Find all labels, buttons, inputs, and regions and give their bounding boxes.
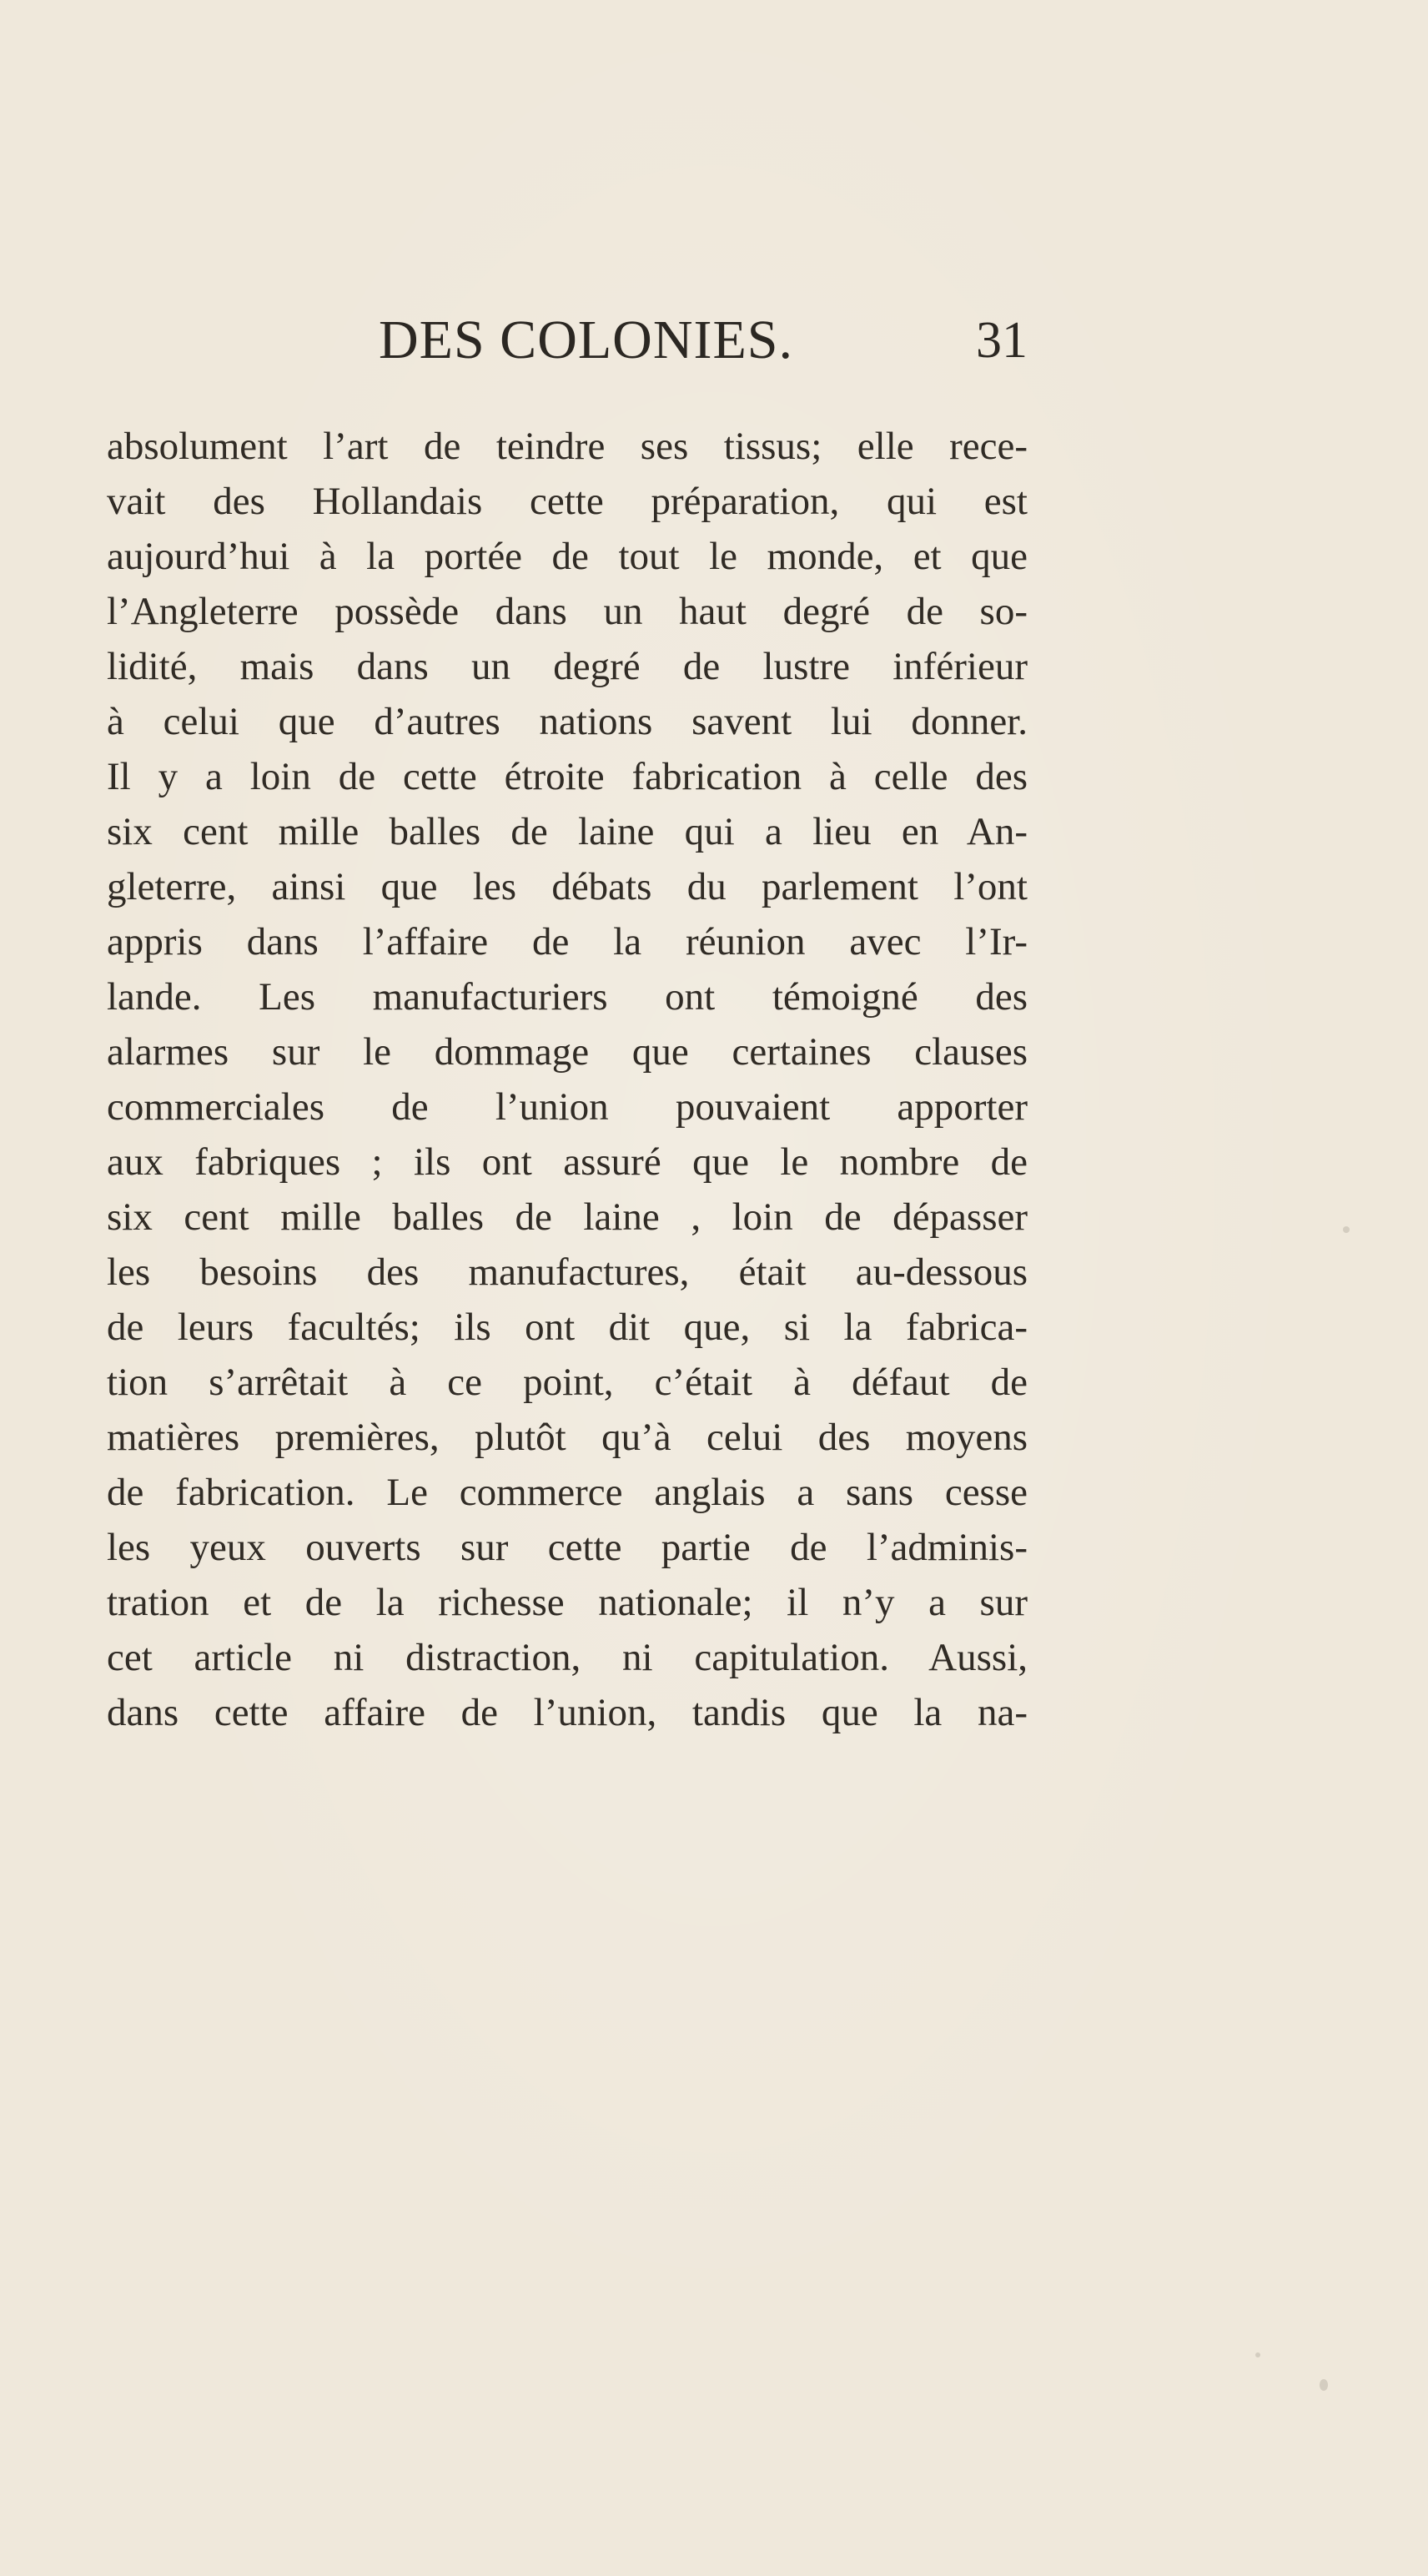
body-text [107,419,1028,1740]
text-line-3: aujourd’hui à la portée de tout le monde, et que [107,535,1028,578]
text-line-17: de leurs facultés; ils ont dit que, si la fabrica- [107,1306,1028,1349]
text-line-9: gleterre, ainsi que les débats du parlement l’ont [107,865,1028,908]
text-line-4: l’Angleterre possède dans un haut degré de so- [107,590,1028,633]
running-title: DES COLONIES. [379,309,794,370]
text-line-24: dans cette affaire de l’union, tandis que la na- [107,1691,1028,1734]
text-line-8: six cent mille balles de laine qui a lieu en An- [107,810,1028,853]
text-line-13: commerciales de l’union pouvaient apporter [107,1085,1028,1129]
text-line-1: absolument l’art de teindre ses tissus; elle rece- [107,425,1028,468]
text-line-10: appris dans l’affaire de la réunion avec l’Ir- [107,920,1028,963]
text-line-21: les yeux ouverts sur cette partie de l’adminis- [107,1526,1028,1569]
paper-speck [1343,1226,1350,1233]
text-line-23: cet article ni distraction, ni capitulation. Aussi, [107,1636,1028,1679]
paper-speck [1320,2379,1328,2391]
paper-speck [1255,2352,1260,2357]
page-header [107,307,1028,374]
text-line-16: les besoins des manufactures, était au-dessous [107,1250,1028,1294]
text-line-6: à celui que d’autres nations savent lui donner. [107,700,1028,743]
text-line-14: aux fabriques ; ils ont assuré que le nombre de [107,1140,1028,1184]
text-line-18: tion s’arrêtait à ce point, c’était à défaut de [107,1361,1028,1404]
text-line-20: de fabrication. Le commerce anglais a sans cesse [107,1471,1028,1514]
text-line-11: lande. Les manufacturiers ont témoigné des [107,975,1028,1019]
text-line-5: lidité, mais dans un degré de lustre inférieur [107,645,1028,688]
text-line-7: Il y a loin de cette étroite fabrication à celle des [107,755,1028,798]
page-number: 31 [976,312,1028,369]
text-line-22: tration et de la richesse nationale; il n’y a sur [107,1581,1028,1624]
text-line-19: matières premières, plutôt qu’à celui des moyens [107,1416,1028,1459]
text-line-12: alarmes sur le dommage que certaines clauses [107,1030,1028,1074]
text-line-15: six cent mille balles de laine , loin de dépasser [107,1195,1028,1239]
text-line-2: vait des Hollandais cette préparation, qui est [107,480,1028,523]
